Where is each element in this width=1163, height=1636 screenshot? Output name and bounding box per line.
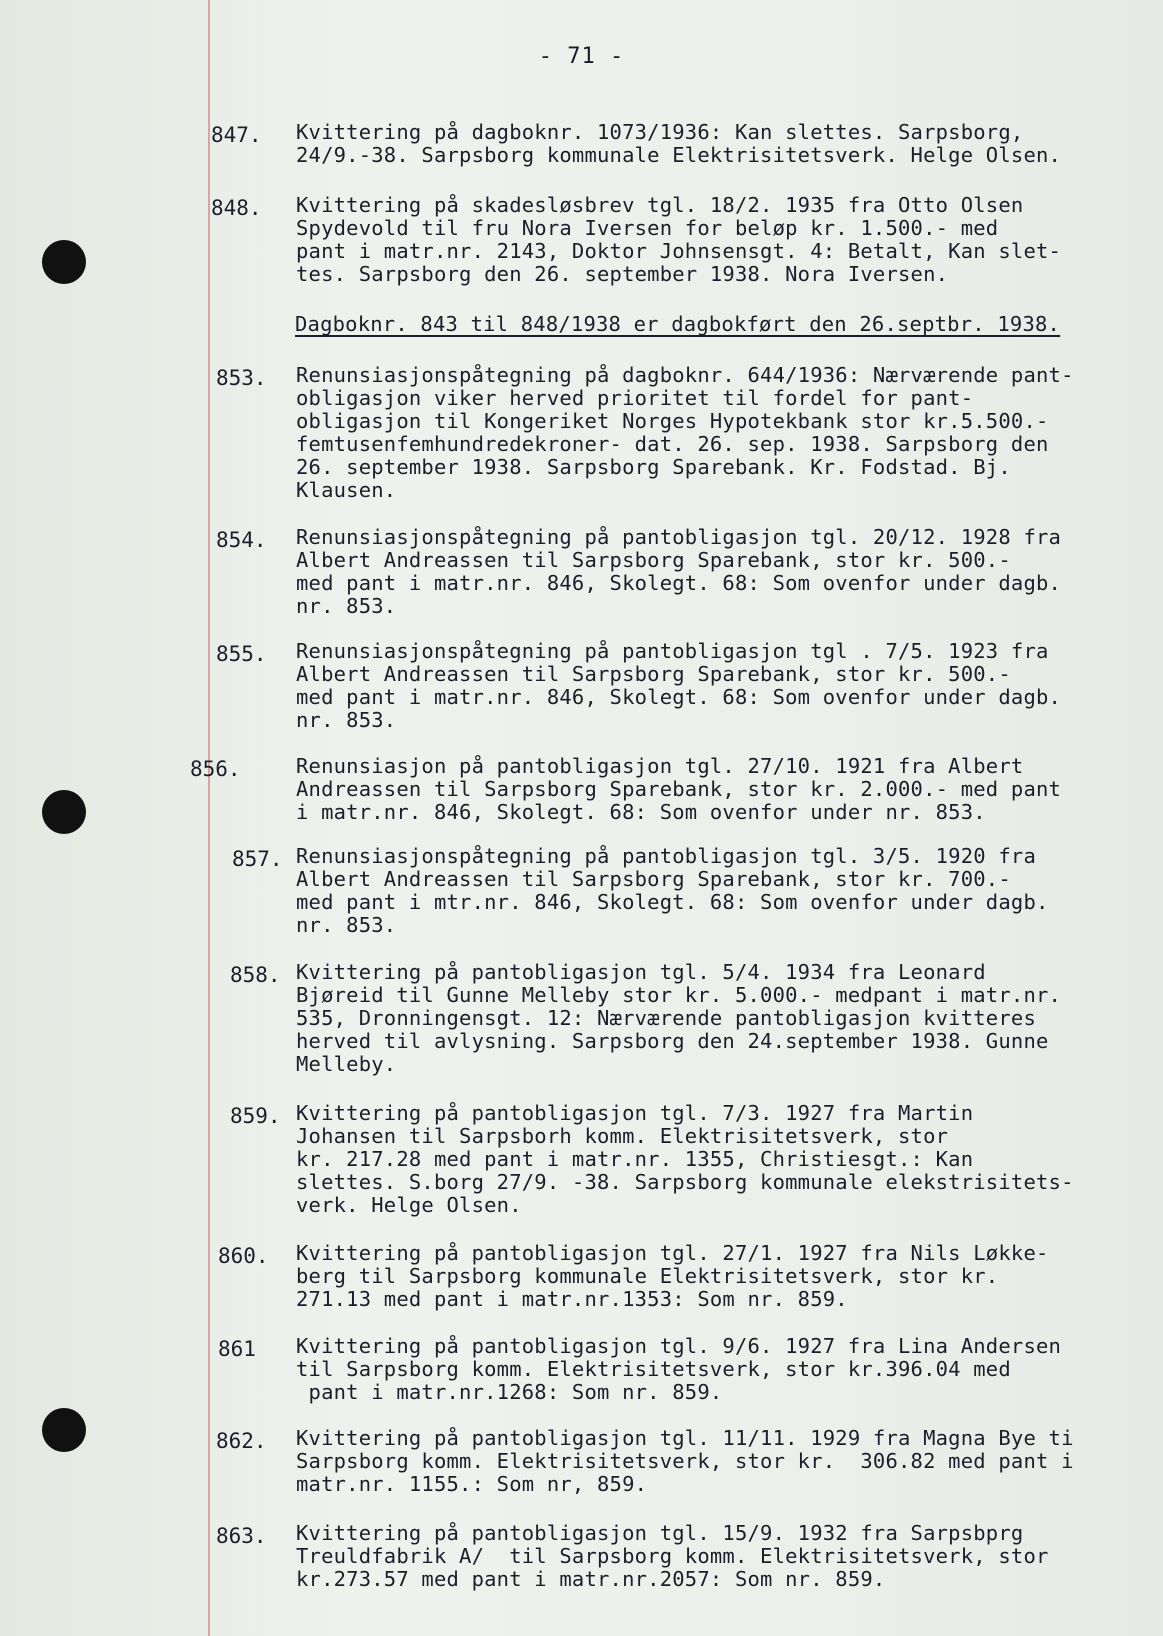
entry-number: 853. [216,366,267,390]
entry-text: Kvittering på pantobligasjon tgl. 11/11. 1929 fra Magna Bye ti Sarpsborg komm. Elektrisitetsverk, stor kr. 306.82 med pant i matr.nr. 1155.: Som nr, 859. [296,1426,1074,1496]
entry-text: Renunsiasjonspåtegning på pantobligasjon tgl. 3/5. 1920 fra Albert Andreassen til Sarpsborg Sparebank, stor kr. 700.- med pant i mtr.nr. 846, Skolegt. 68: Som ovenfor under dagb. nr. 853. [296,844,1049,937]
page-number: - 71 - [538,44,625,69]
entry-number: 854. [216,528,267,552]
entry-number: 859. [230,1104,281,1128]
entry-number: 848. [211,196,262,220]
entry-number: 856. [190,757,241,781]
entry-text: Kvittering på skadesløsbrev tgl. 18/2. 1935 fra Otto Olsen Spydevold til fru Nora Iversen for beløp kr. 1.500.- med pant i matr.nr. 2143, Doktor Johnsensgt. 4: Betalt, Kan slet- tes. Sarpsborg den 26. september 1938. Nora Iversen. [296,193,1062,286]
entry-number: 857. [232,847,283,871]
entry-text: Kvittering på pantobligasjon tgl. 5/4. 1934 fra Leonard Bjøreid til Gunne Melleby stor kr. 5.000.- medpant i matr.nr. 535, Dronningensgt. 12: Nærværende pantobligasjon kvitteres herved til avlysning. Sarpsborg den 24.september 1938. Gunne Melleby. [296,960,1062,1076]
entry-text: Kvittering på pantobligasjon tgl. 27/1. 1927 fra Nils Løkke- berg til Sarpsborg kommunale Elektrisitetsverk, stor kr. 271.13 med pant i matr.nr.1353: Som nr. 859. [296,1241,1049,1311]
margin-line [208,0,210,1636]
punch-hole-top [42,240,86,284]
entry-number: 855. [216,642,267,666]
entry-number: 860. [218,1244,269,1268]
entry-text: Kvittering på pantobligasjon tgl. 15/9. 1932 fra Sarpsbprg Treuldfabrik A/ til Sarpsborg komm. Elektrisitetsverk, stor kr.273.57 med pant i matr.nr.2057: Som nr. 859. [296,1521,1049,1591]
entry-text: Renunsiasjonspåtegning på pantobligasjon tgl. 20/12. 1928 fra Albert Andreassen til Sarpsborg Sparebank, stor kr. 500.- med pant i matr.nr. 846, Skolegt. 68: Som ovenfor under dagb. nr. 853. [296,525,1062,618]
entry-text: Kvittering på pantobligasjon tgl. 9/6. 1927 fra Lina Andersen til Sarpsborg komm. Elektrisitetsverk, stor kr.396.04 med pant i matr.nr.1268: Som nr. 859. [296,1334,1062,1404]
punch-hole-middle [42,790,86,834]
punch-hole-bottom [42,1408,86,1452]
entry-text: Renunsiasjon på pantobligasjon tgl. 27/10. 1921 fra Albert Andreassen til Sarpsborg Sparebank, stor kr. 2.000.- med pant i matr.nr. 846, Skolegt. 68: Som ovenfor under nr. 853. [296,754,1062,824]
entry-number: 863. [216,1524,267,1548]
entry-number: 858. [230,963,281,987]
entry-text: Renunsiasjonspåtegning på dagboknr. 644/1936: Nærværende pant- obligasjon viker herved prioritet til fordel for pant- obligasjon til Kongeriket Norges Hypotekbank stor kr.5.500.- femtusenfemhundredekroner- dat. 26. sep. 1938. Sarpsborg den 26. september 1938. Sarpsborg Sparebank. Kr. Fodstad. Bj. Klausen. [296,363,1074,502]
entry-number: 862. [216,1429,267,1453]
entry-number: 847. [211,123,262,147]
entry-text: Kvittering på dagboknr. 1073/1936: Kan slettes. Sarpsborg, 24/9.-38. Sarpsborg kommunale Elektrisitetsverk. Helge Olsen. [296,120,1062,167]
journal-note: Dagboknr. 843 til 848/1938 er dagbokført den 26.septbr. 1938. [295,312,1061,336]
entry-text: Kvittering på pantobligasjon tgl. 7/3. 1927 fra Martin Johansen til Sarpsborh komm. Elektrisitetsverk, stor kr. 217.28 med pant i matr.nr. 1355, Christiesgt.: Kan slettes. S.borg 27/9. -38. Sarpsborg kommunale elekstrisitets- verk. Helge Olsen. [296,1101,1074,1217]
entry-number: 861 [218,1337,256,1361]
entry-text: Renunsiasjonspåtegning på pantobligasjon tgl . 7/5. 1923 fra Albert Andreassen til Sarpsborg Sparebank, stor kr. 500.- med pant i matr.nr. 846, Skolegt. 68: Som ovenfor under dagb. nr. 853. [296,639,1062,732]
